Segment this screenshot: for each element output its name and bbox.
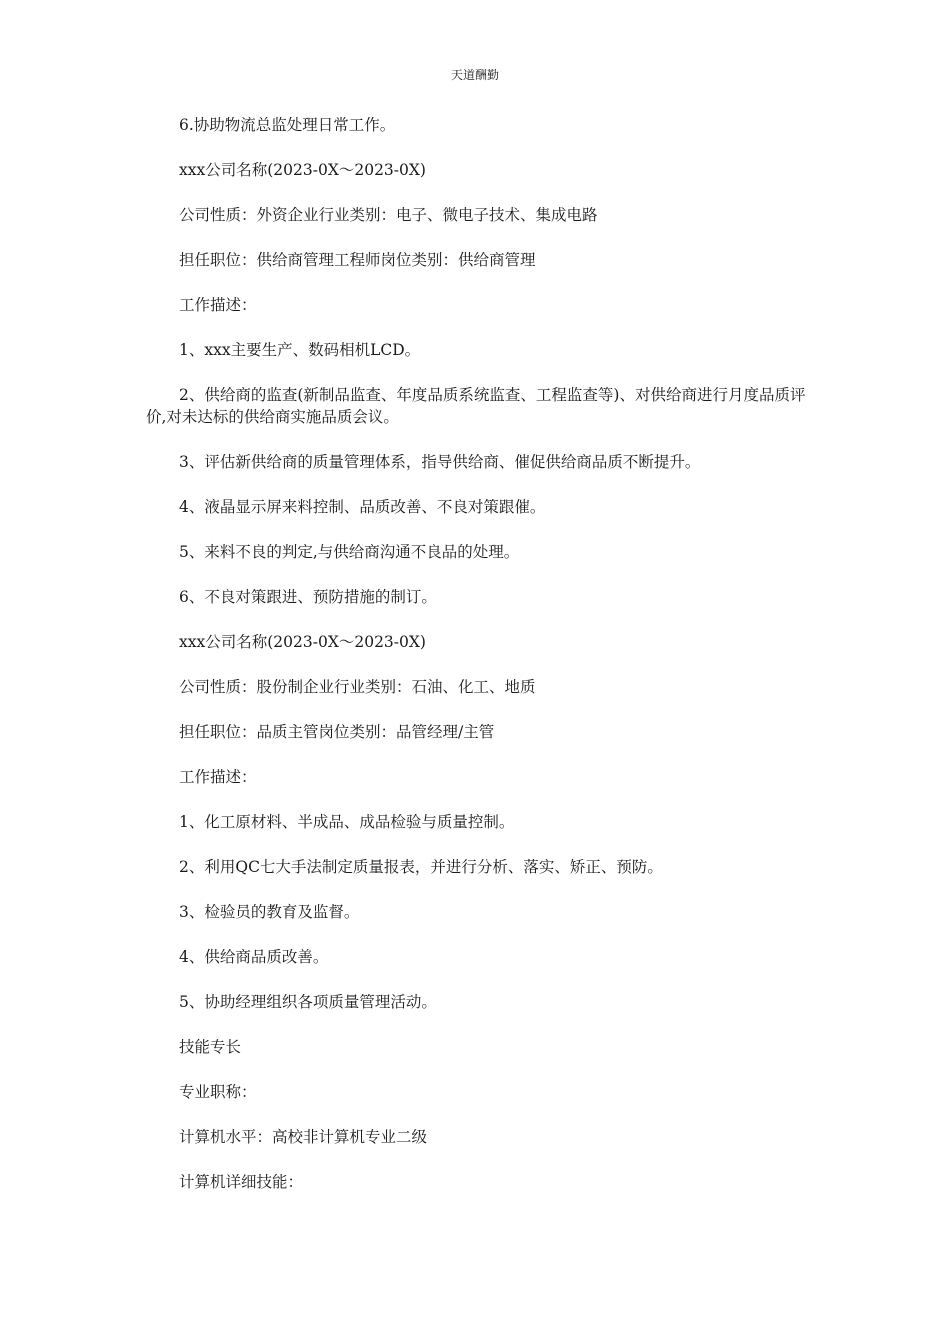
duty-item: 5、来料不良的判定,与供给商沟通不良品的处理。 [179,543,520,561]
duty-item: 3、评估新供给商的质量管理体系，指导供给商、催促供给商品质不断提升。 [179,453,701,471]
duty-item: 5、协助经理组织各项质量管理活动。 [179,993,437,1011]
duty-item: 4、液晶显示屏来料控制、品质改善、不良对策跟催。 [179,498,546,516]
job-position: 担任职位：供给商管理工程师岗位类别：供给商管理 [179,251,536,269]
company-heading: xxx公司名称(2023-0X～2023-0X) [179,161,426,179]
professional-title: 专业职称： [179,1083,257,1101]
duty-item: 6、不良对策跟进、预防措施的制订。 [179,588,437,606]
duty-item: 1、xxx主要生产、数码相机LCD。 [179,341,421,359]
company-nature: 公司性质：外资企业行业类别：电子、微电子技术、集成电路 [179,206,598,224]
page-header: 天道酬勤 [450,68,499,82]
duty-item: 3、检验员的教育及监督。 [179,903,360,921]
company-heading: xxx公司名称(2023-0X～2023-0X) [179,633,426,651]
skills-heading: 技能专长 [179,1038,242,1056]
duty-item: 1、化工原材料、半成品、成品检验与质量控制。 [179,813,515,831]
paragraph: 6.协助物流总监处理日常工作。 [179,116,396,134]
document-body [146,114,806,1216]
job-description-title: 工作描述： [179,296,257,314]
duty-item: 2、供给商的监查(新制品监查、年度品质系统监查、工程监查等)、对供给商进行月度品质评价,对未达标的供给商实施品质会议。 [146,386,806,426]
duty-item: 4、供给商品质改善。 [179,948,329,966]
duty-item: 2、利用QC七大手法制定质量报表，并进行分析、落实、矫正、预防。 [179,858,663,876]
computer-level: 计算机水平：高校非计算机专业二级 [179,1128,428,1146]
job-description-title: 工作描述： [179,768,257,786]
company-nature: 公司性质：股份制企业行业类别：石油、化工、地质 [179,678,536,696]
computer-skills: 计算机详细技能： [179,1173,304,1191]
job-position: 担任职位：品质主管岗位类别：品管经理/主管 [179,723,495,741]
